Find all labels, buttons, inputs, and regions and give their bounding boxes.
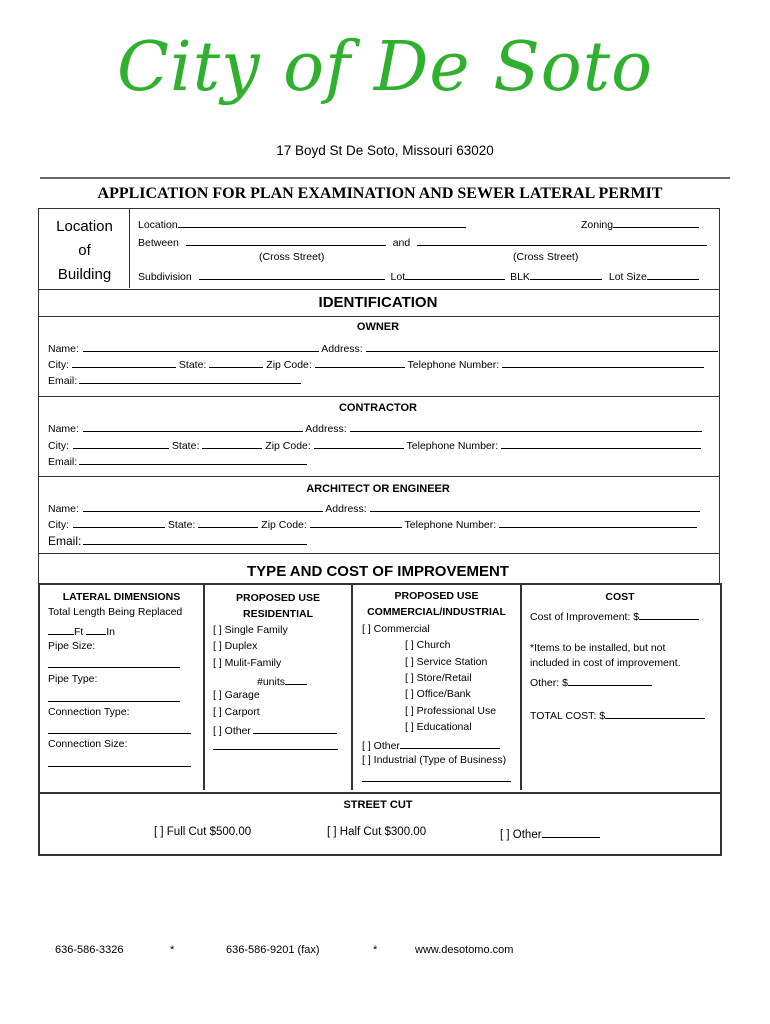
cost-of-improvement-field[interactable] [639,608,699,620]
column-divider-3 [520,583,522,790]
contractor-state-label: State: [171,440,200,452]
lateral-heading: LATERAL DIMENSIONS [62,591,181,603]
form-title: APPLICATION FOR PLAN EXAMINATION AND SEWER LATERAL PERMIT [97,185,663,202]
single-family-checkbox[interactable]: [ ] Single Family [213,624,288,636]
pipe-type-label: Pipe Type: [48,673,98,685]
street-cut-other-field[interactable] [542,826,600,838]
street-cut-heading: STREET CUT [343,799,413,811]
units-label: #units [257,676,286,688]
footer-phone: 636-586-3326 [55,944,124,956]
architect-name-field[interactable] [83,500,323,512]
commercial-other-field[interactable] [400,737,500,749]
contractor-zip-field[interactable] [314,437,404,449]
architect-address-label: Address: [325,503,367,515]
pipe-type-field[interactable] [48,690,180,702]
owner-heading: OWNER [356,321,400,333]
and-field[interactable] [417,234,707,246]
architect-state-field[interactable] [198,516,258,528]
owner-state-label: State: [178,359,207,371]
contractor-address-label: Address: [305,423,347,435]
lot-size-field[interactable] [647,268,699,280]
contractor-phone-label: Telephone Number: [406,440,499,452]
commercial-heading-2: COMMERCIAL/INDUSTRIAL [367,606,506,618]
contractor-email-field[interactable] [79,453,307,465]
identification-heading: IDENTIFICATION [318,294,438,311]
architect-email-label: Email: [48,534,82,548]
header-divider [40,177,730,179]
contractor-zip-label: Zip Code: [265,440,311,452]
contractor-state-field[interactable] [202,437,262,449]
footer-separator-1: * [170,944,175,956]
length-ft-field[interactable] [48,623,74,635]
zoning-label: Zoning [581,219,614,231]
residential-other-field-2[interactable] [213,738,338,750]
cost-note-1: *Items to be installed, but not [530,642,666,654]
commercial-other-checkbox[interactable]: [ ] Other [362,740,400,752]
other-cost-label: Other: $ [530,677,568,689]
architect-state-label: State: [167,519,196,531]
architect-phone-field[interactable] [499,516,697,528]
contractor-city-label: City: [48,440,69,452]
zoning-field[interactable] [613,216,699,228]
subdivision-field[interactable] [199,268,385,280]
multi-family-checkbox[interactable]: [ ] Mulit-Family [213,657,282,669]
cross-street-label-2: (Cross Street) [513,251,579,263]
store-retail-checkbox[interactable]: [ ] Store/Retail [405,672,472,684]
cost-heading: COST [605,591,635,603]
city-logo: City of De Soto [116,28,654,107]
cross-street-label-1: (Cross Street) [259,251,325,263]
residential-other-field[interactable] [253,722,337,734]
connection-size-field[interactable] [48,755,191,767]
architect-city-field[interactable] [73,516,165,528]
contractor-name-label: Name: [48,423,79,435]
commercial-heading-1: PROPOSED USE [394,590,479,602]
pipe-size-field[interactable] [48,656,180,668]
church-checkbox[interactable]: [ ] Church [405,639,451,651]
location-label: Location [138,219,178,231]
owner-name-label: Name: [48,343,79,355]
architect-phone-label: Telephone Number: [404,519,497,531]
footer-website-link[interactable]: www.desotomo.com [415,944,514,956]
units-field[interactable] [285,673,307,685]
half-cut-checkbox[interactable]: [ ] Half Cut $300.00 [327,826,427,838]
owner-state-field[interactable] [209,356,263,368]
length-in-field[interactable] [86,623,106,635]
contractor-name-field[interactable] [83,420,303,432]
owner-address-field[interactable] [366,340,718,352]
in-label: In [106,626,116,638]
owner-name-field[interactable] [83,340,319,352]
owner-email-field[interactable] [79,372,301,384]
city-address: 17 Boyd St De Soto, Missouri 63020 [276,143,494,158]
between-field[interactable] [186,234,386,246]
location-field[interactable] [178,216,466,228]
connection-type-label: Connection Type: [48,706,130,718]
industrial-type-field[interactable] [362,770,511,782]
owner-phone-field[interactable] [502,356,704,368]
blk-field[interactable] [530,268,602,280]
connection-type-field[interactable] [48,722,191,734]
improvement-heading: TYPE AND COST OF IMPROVEMENT [247,563,509,580]
other-cost-field[interactable] [568,674,652,686]
residential-heading-1: PROPOSED USE [235,592,321,604]
cost-note-2: included in cost of improvement. [530,657,681,669]
connection-size-label: Connection Size: [48,738,128,750]
owner-email-label: Email: [48,375,78,387]
contractor-heading: CONTRACTOR [338,402,417,414]
commercial-checkbox[interactable]: [ ] Commercial [362,623,430,635]
industrial-checkbox[interactable]: [ ] Industrial (Type of Business) [362,754,507,766]
street-cut-other-checkbox[interactable]: [ ] Other [500,829,542,841]
location-side-divider [129,208,130,288]
lot-field[interactable] [405,268,505,280]
contractor-address-field[interactable] [350,420,702,432]
owner-address-label: Address: [321,343,363,355]
full-cut-checkbox[interactable]: [ ] Full Cut $500.00 [154,826,252,838]
subdivision-label: Subdivision [138,271,192,283]
architect-name-label: Name: [48,503,79,515]
owner-city-field[interactable] [72,356,176,368]
residential-other-checkbox[interactable]: [ ] Other [213,725,251,737]
lot-label: Lot [390,271,406,283]
architect-email-field[interactable] [83,533,307,545]
and-label: and [392,237,411,249]
contractor-phone-field[interactable] [501,437,701,449]
architect-zip-label: Zip Code: [261,519,307,531]
architect-city-label: City: [48,519,69,531]
owner-zip-field[interactable] [315,356,405,368]
owner-zip-label: Zip Code: [266,359,312,371]
architect-zip-field[interactable] [310,516,402,528]
cost-of-improvement-label: Cost of Improvement: $ [530,611,640,623]
pipe-size-label: Pipe Size: [48,640,96,652]
total-length-label: Total Length Being Replaced [48,606,183,618]
architect-heading: ARCHITECT OR ENGINEER [306,483,450,495]
garage-checkbox[interactable]: [ ] Garage [213,689,260,701]
contractor-city-field[interactable] [73,437,169,449]
professional-use-checkbox[interactable]: [ ] Professional Use [405,705,497,717]
blk-label: BLK [510,271,530,283]
between-label: Between [138,237,179,249]
architect-address-field[interactable] [370,500,700,512]
carport-checkbox[interactable]: [ ] Carport [213,706,260,718]
owner-phone-label: Telephone Number: [407,359,500,371]
lot-size-label: Lot Size [608,271,647,283]
office-bank-checkbox[interactable]: [ ] Office/Bank [405,688,471,700]
service-station-checkbox[interactable]: [ ] Service Station [405,656,488,668]
contractor-email-label: Email: [48,456,78,468]
total-cost-field[interactable] [605,707,705,719]
total-cost-label: TOTAL COST: $ [530,710,606,722]
footer-fax: 636-586-9201 (fax) [226,944,320,956]
educational-checkbox[interactable]: [ ] Educational [405,721,472,733]
owner-city-label: City: [48,359,69,371]
ft-label: Ft [74,626,84,638]
footer-separator-2: * [373,944,378,956]
duplex-checkbox[interactable]: [ ] Duplex [213,640,258,652]
residential-heading-2: RESIDENTIAL [242,608,313,620]
location-side-label: Location of Building [56,218,113,283]
